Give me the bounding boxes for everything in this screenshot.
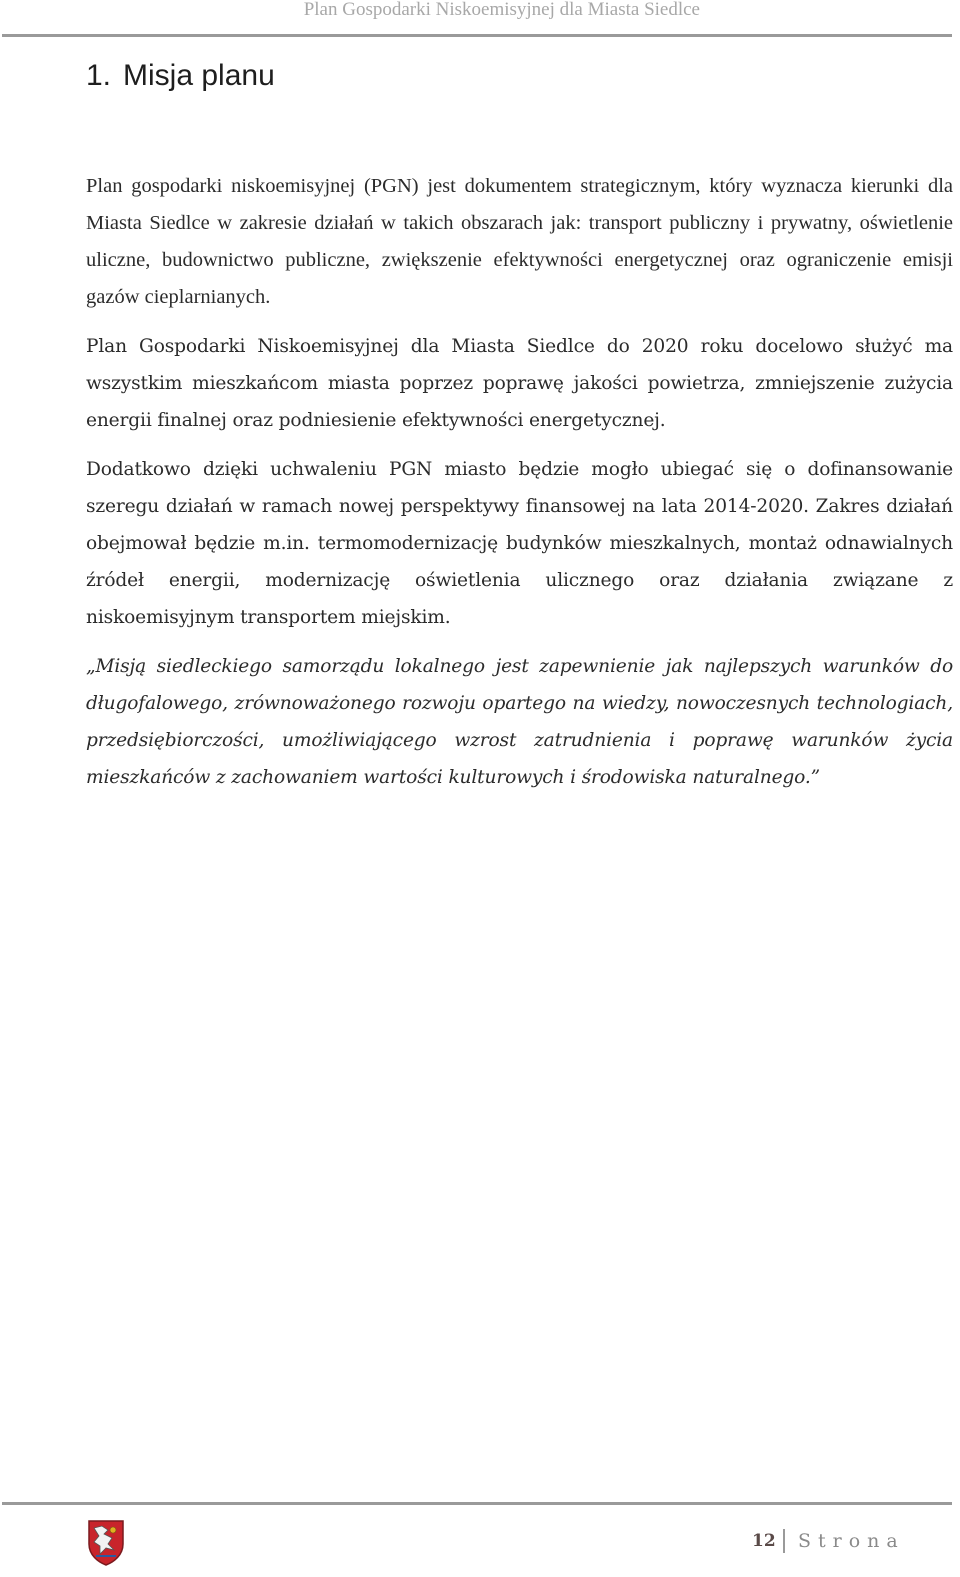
- document-body: [86, 168, 953, 808]
- page-label: Strona: [798, 1530, 905, 1552]
- header-divider: [2, 34, 952, 37]
- section-number: 1.: [86, 59, 112, 92]
- mission-quote: „Misją siedleckiego samorządu lokalnego jest zapewnienie jak najlepszych warunków do długofalowego, zrównoważonego rozwoju opartego na wiedzy, nowoczesnych technologiach, przedsiębiorczości, umożliwiającego wzrost zatrudnienia i poprawę warunków życia mieszkańców z zachowaniem wartości kulturowych i środowiska naturalnego.”: [86, 656, 953, 788]
- footer-divider: [2, 1502, 952, 1505]
- page-number: 12: [752, 1531, 776, 1551]
- section-heading: [86, 58, 275, 94]
- page-number-separator: [783, 1529, 785, 1553]
- city-coat-of-arms-icon: [86, 1518, 126, 1566]
- paragraph-plan-purpose: Plan Gospodarki Niskoemisyjnej dla Miasta Siedlce do 2020 roku docelowo służyć ma wszystkim mieszkańcom miasta poprzez poprawę jakości powietrza, zmniejszenie zużycia energii finalnej oraz podniesienie efektywności energetycznej.: [86, 336, 953, 431]
- paragraph-funding: Dodatkowo dzięki uchwaleniu PGN miasto będzie mogło ubiegać się o dofinansowanie szeregu działań w ramach nowej perspektywy finansowej na lata 2014-2020. Zakres działań obejmował będzie m.in. termomodernizację budynków mieszkalnych, montaż odnawialnych źródeł energii, modernizację oświetlenia ulicznego oraz działania związane z niskoemisyjnym transportem miejskim.: [86, 459, 953, 628]
- section-title: Misja planu: [123, 59, 275, 92]
- running-header-title: Plan Gospodarki Niskoemisyjnej dla Miasta Siedlce: [303, 0, 700, 20]
- paragraph-pgn-definition: Plan gospodarki niskoemisyjnej (PGN) jest dokumentem strategicznym, który wyznacza kierunki dla Miasta Siedlce w zakresie działań w takich obszarach jak: transport publiczny i prywatny, oświetlenie uliczne, budownictwo publiczne, zwiększenie efektywności energetycznej oraz ograniczenie emisji gazów cieplarnianych.: [86, 175, 953, 308]
